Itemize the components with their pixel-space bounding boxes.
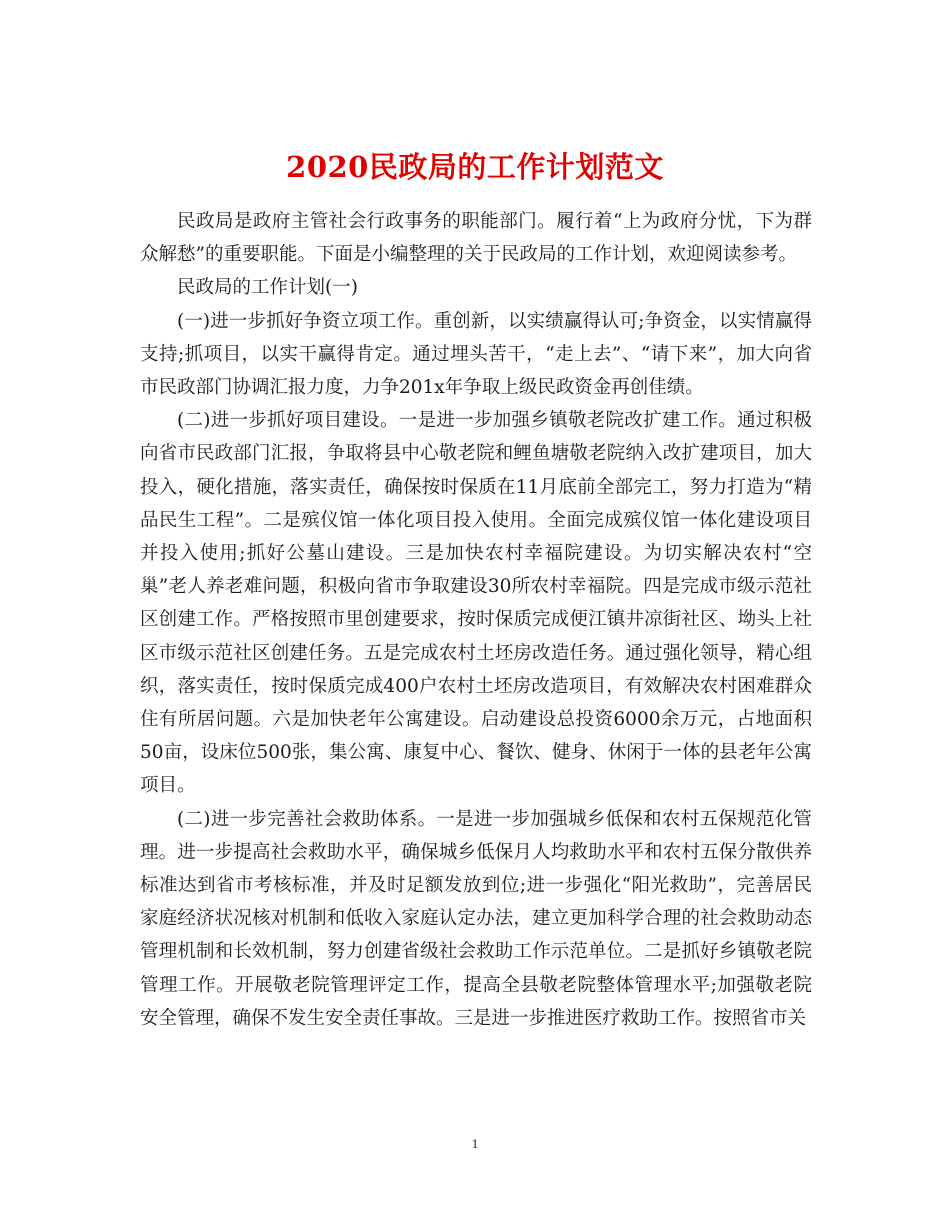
intro-paragraph: 民政局是政府主管社会行政事务的职能部门。履行着“上为政府分忧，下为群众解愁”的重要职能。下面是小编整理的关于民政局的工作计划，欢迎阅读参考。 (140, 211, 812, 266)
paragraph-projects: (二)进一步抓好项目建设。一是进一步加强乡镇敬老院改扩建工作。通过积极向省市民政部门汇报，争取将县中心敬老院和鲤鱼塘敬老院纳入改扩建项目，加大投入，硬化措施，落实责任，确保按时保质在11月底前全部完工，努力打造为“精品民生工程”。二是殡仪馆一体化项目投入使用。全面完成殡仪馆一体化建设项目并投入使用;抓好公墓山建设。三是加快农村幸福院建设。为切实解决农村“空巢”老人养老难问题，积极向省市争取建设30所农村幸福院。四是完成市级示范社区创建工作。严格按照市里创建要求，按时保质完成便江镇井凉街社区、坳头上社区市级示范社区创建任务。五是完成农村土坯房改造任务。通过强化领导，精心组织，落实责任，按时保质完成400户农村土坯房改造项目，有效解决农村困难群众住有所居问题。六是加快老年公寓建设。启动建设总投资6000余万元，占地面积50亩，设床位500张，集公寓、康复中心、餐饮、健身、休闲于一体的县老年公寓项目。 (140, 410, 812, 797)
paragraph-social-assistance: (二)进一步完善社会救助体系。一是进一步加强城乡低保和农村五保规范化管理。进一步提高社会救助水平，确保城乡低保月人均救助水平和农村五保分散供养标准达到省市考核标准，并及时足额发放到位;进一步强化“阳光救助”，完善居民家庭经济状况核对机制和低收入家庭认定办法，建立更加科学合理的社会救助动态管理机制和长效机制，努力创建省级社会救助工作示范单位。二是抓好乡镇敬老院管理工作。开展敬老院管理评定工作，提高全县敬老院整体管理水平;加强敬老院安全管理，确保不发生安全责任事故。三是进一步推进医疗救助工作。按照省市关 (140, 808, 812, 1029)
document-title: 2020民政局的工作计划范文 (286, 150, 664, 185)
paragraph-funding: (一)进一步抓好争资立项工作。重创新，以实绩赢得认可;争资金，以实情赢得支持;抓项目，以实干赢得肯定。通过埋头苦干，“走上去”、“请下来”，加大向省市民政部门协调汇报力度，力争201x年争取上级民政资金再创佳绩。 (140, 310, 812, 399)
document-body (140, 205, 812, 1035)
page-number: 1 (471, 1136, 479, 1151)
section-heading: 民政局的工作计划(一) (177, 277, 358, 299)
